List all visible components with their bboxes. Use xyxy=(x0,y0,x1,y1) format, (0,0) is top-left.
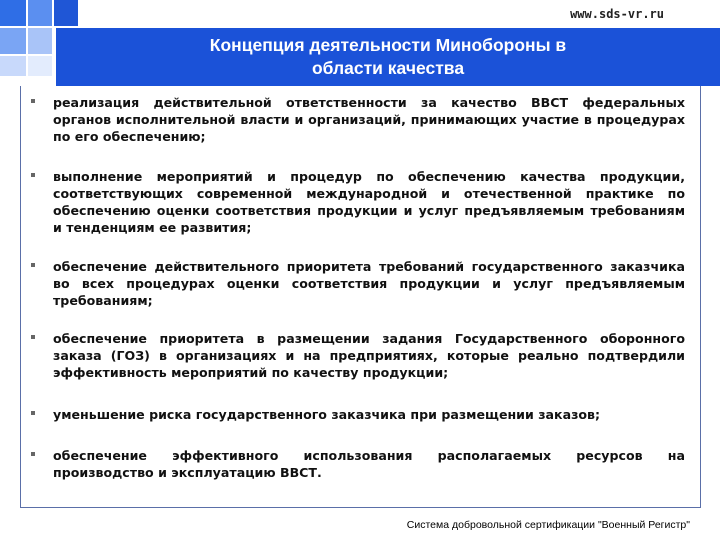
bullet-marker xyxy=(31,263,35,267)
footer-text: Система добровольной сертификации "Военный Регистр" xyxy=(406,519,690,531)
content-box xyxy=(20,86,701,508)
decor-square xyxy=(0,28,26,54)
bullet-marker xyxy=(31,452,35,456)
bullet-marker xyxy=(31,335,35,339)
bullet-text: обеспечение приоритета в размещении задания Государственного оборонного заказа (ГОЗ) в организациях и на предприятиях, которые реально подтвердили эффективность мероприятий по качеству продукции; xyxy=(53,331,685,380)
slide-title: Концепция деятельности Минобороны в области качества xyxy=(209,35,567,78)
bullet-marker xyxy=(31,99,35,103)
bullet-marker xyxy=(31,411,35,415)
bullet-item xyxy=(31,258,685,309)
bullet-text: обеспечение эффективного использования располагаемых ресурсов на производство и эксплуатацию ВВСТ. xyxy=(53,448,685,480)
bullet-item xyxy=(31,94,685,145)
bullet-text: выполнение мероприятий и процедур по обеспечению качества продукции, соответствующих современной международной и отечественной практике по обеспечению оценки соответствия продукции и услуг предъявляемым требованиям и тенденциям ее развития; xyxy=(53,169,685,235)
decor-square xyxy=(28,56,52,76)
bullet-text: реализация действительной ответственности за качество ВВСТ федеральных органов исполнительной власти и организаций, принимающих участие в процедурах по его обеспечению; xyxy=(53,95,685,144)
decor-square xyxy=(54,0,78,26)
bullet-marker xyxy=(31,173,35,177)
bullet-item xyxy=(31,406,685,423)
bullet-text: уменьшение риска государственного заказчика при размещении заказов; xyxy=(53,407,601,422)
bullet-item xyxy=(31,447,685,481)
site-url: www.sds-vr.ru xyxy=(570,7,664,21)
decor-square xyxy=(0,0,26,26)
bullet-text: обеспечение действительного приоритета требований государственного заказчика во всех процедурах оценки соответствия продукции и услуг предъявляемым требованиям; xyxy=(53,259,685,308)
bullet-item xyxy=(31,168,685,236)
decor-square xyxy=(28,28,52,54)
decor-square xyxy=(28,0,52,26)
decor-square xyxy=(0,56,26,76)
bullet-item xyxy=(31,330,685,381)
title-bar xyxy=(56,28,720,86)
